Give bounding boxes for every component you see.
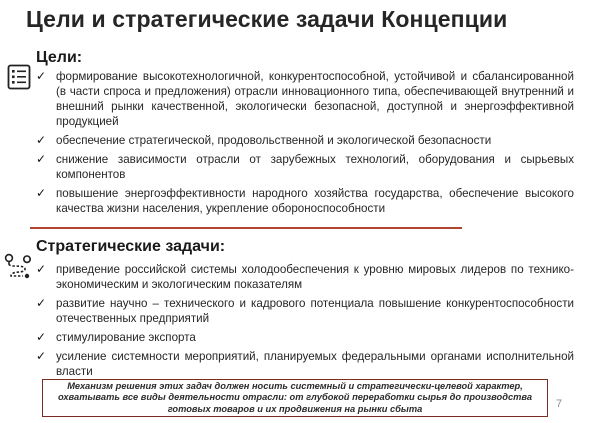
list-item-text: приведение российской системы холодообеспечения к уровню мировых лидеров по технико-экономическим и экологическим показателям — [56, 263, 574, 291]
checkmark-icon: ✓ — [36, 262, 47, 276]
list-item-text: развитие научно – технического и кадрового потенциала повышение конкурентоспособности отечественных предприятий — [56, 297, 574, 325]
checkmark-icon: ✓ — [36, 186, 47, 200]
list-item-text: стимулирование экспорта — [56, 331, 196, 344]
note-text: Механизм решения этих задач должен носить системный и стратегически-целевой характер, охватывать все виды деятельности отрасли: от глубокой переработки сырья до производства готовых товаров и их продвижения на рынки сбыта — [57, 380, 533, 414]
tasks-heading: Стратегические задачи: — [36, 238, 226, 255]
tasks-list — [36, 262, 574, 383]
goals-list — [36, 69, 574, 220]
checkmark-icon: ✓ — [36, 152, 47, 166]
list-item — [36, 133, 574, 148]
slide-title: Цели и стратегические задачи Концепции — [26, 6, 508, 32]
checkmark-icon: ✓ — [36, 133, 47, 147]
list-item — [36, 152, 574, 182]
list-item-text: обеспечение стратегической, продовольственной и экологической безопасности — [56, 134, 492, 147]
note-box — [42, 379, 548, 417]
list-item-text: усиление системности мероприятий, планируемых федеральными органами исполнительной власти — [56, 350, 574, 378]
page-number: 7 — [556, 398, 563, 410]
checkmark-icon: ✓ — [36, 349, 47, 363]
checkmark-icon: ✓ — [36, 296, 47, 310]
checklist-icon — [7, 64, 31, 90]
goals-heading: Цели: — [36, 49, 83, 66]
list-item — [36, 296, 574, 326]
section-divider — [30, 227, 462, 229]
list-item — [36, 262, 574, 292]
route-icon — [3, 252, 33, 280]
checkmark-icon: ✓ — [36, 330, 47, 344]
list-item-text: снижение зависимости отрасли от зарубежных технологий, оборудования и сырьевых компонентов — [56, 153, 574, 181]
list-item — [36, 186, 574, 216]
checkmark-icon: ✓ — [36, 69, 47, 83]
list-item — [36, 349, 574, 379]
list-item-text: формирование высокотехнологичной, конкурентоспособной, устойчивой и сбалансированной (в части спроса и предложения) отрасли инновационного типа, обеспечивающей внутренний и внешний рынки качественной, экологически безопасной, доступной и энергоэффективной продукцией — [56, 70, 574, 128]
list-item — [36, 69, 574, 129]
list-item — [36, 330, 574, 345]
list-item-text: повышение энергоэффективности народного хозяйства государства, обеспечение высокого качества жизни населения, укрепление обороноспособности — [56, 187, 574, 215]
